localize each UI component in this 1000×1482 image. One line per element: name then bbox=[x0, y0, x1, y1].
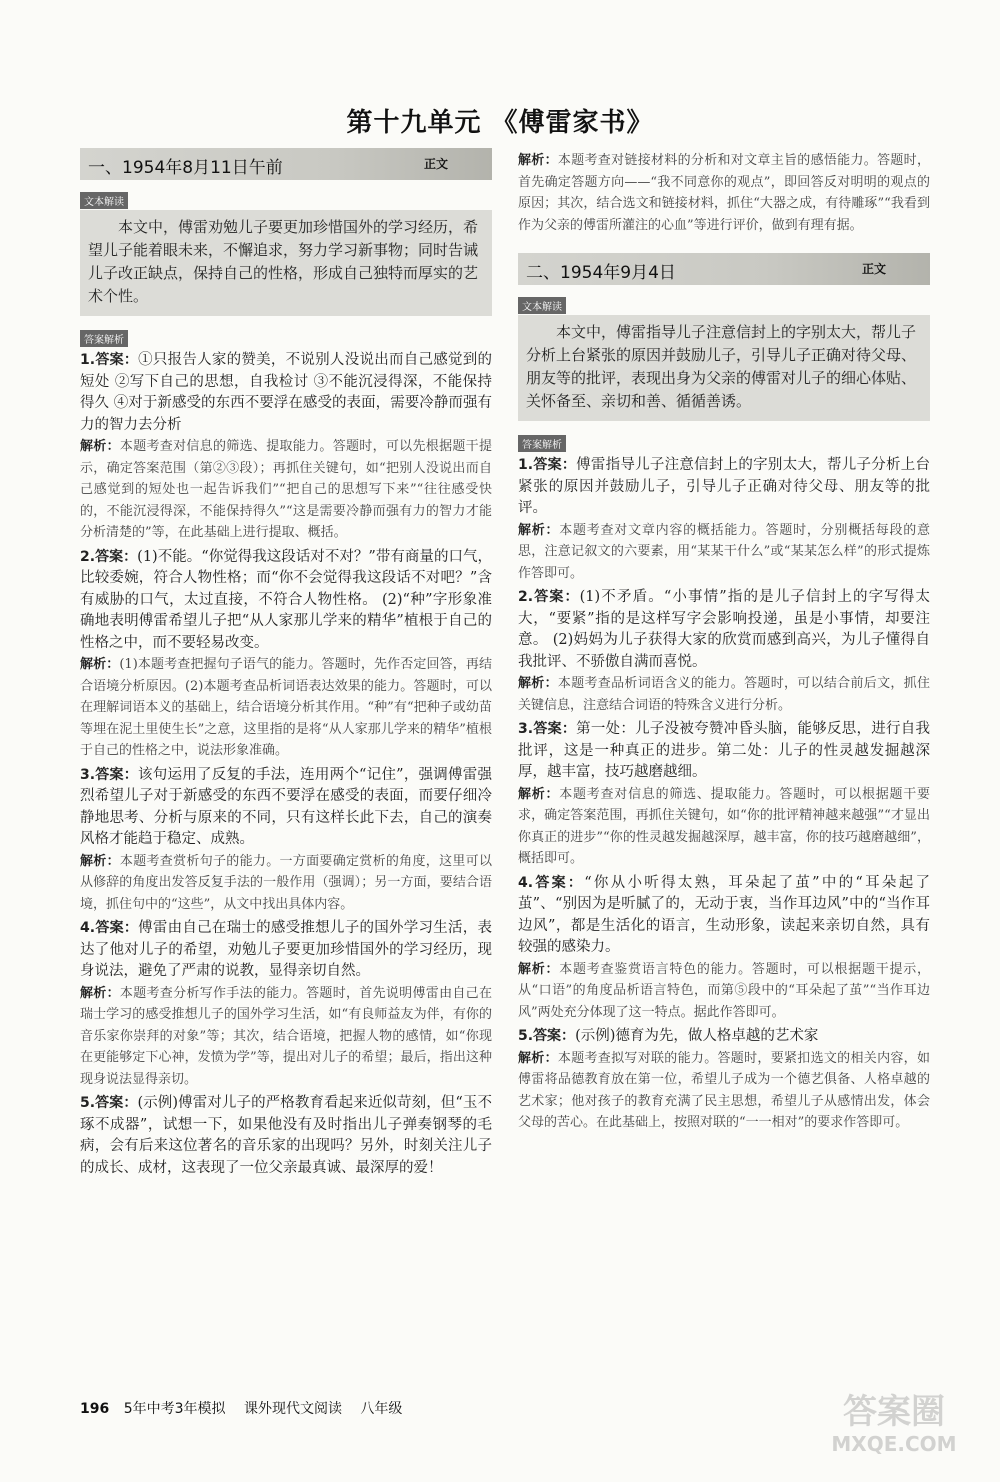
explanation-text: 本题考查对信息的筛选、提取能力。答题时，可以先根据题干提示，确定答案范围（第②③段）；再抓住关键句，如“把别人没说出而自己感觉到的短处也一起告诉我们”“把自己的思想写下来”“往往感受快的，不能沉浸得深，不能保持得久”“这是需要冷静而强有力的智力才能分析清楚的”等，在此基础上进行提取、概括。 bbox=[80, 439, 492, 540]
answer-text: (示例)德育为先，做人格卓越的艺术家 bbox=[575, 1028, 819, 1044]
answer-tag: 答案： bbox=[95, 920, 139, 936]
answer-continuation bbox=[518, 150, 930, 236]
answer-item bbox=[518, 587, 930, 716]
explanation-text: 本题考查赏析句子的能力。一方面要确定赏析的角度，这里可以从修辞的角度出发答反复手法的一般作用（强调）；另一方面，要结合语境，抓住句中的“这些”，从文中找出具体内容。 bbox=[80, 853, 492, 912]
answer-tag: 答案： bbox=[95, 766, 139, 783]
page-number: 196 bbox=[80, 1401, 110, 1417]
section-header-2 bbox=[518, 253, 930, 285]
page-title: 第十九单元 《傅雷家书》 bbox=[346, 108, 654, 138]
answer-text: (1)不能。“你觉得我这段话对不对？”带有商量的口气，比较委婉，符合人物性格；而“你不会觉得我这段话不对吧？”含有威胁的口气，太过直接，不符合人物性格。 (2)“种”字形象准确地表明傅雷希望儿子把“从人家那儿学来的精华”植根于自己的性格之中，而不要轻易改变。 bbox=[80, 548, 493, 651]
answer-item bbox=[80, 918, 492, 1090]
answer-number: 2. bbox=[518, 589, 534, 605]
answer-tag: 答案： bbox=[95, 1095, 138, 1111]
explanation-tag: 解析： bbox=[80, 985, 120, 1001]
watermark-line1: 答案圈 bbox=[843, 1392, 945, 1432]
answer-tag: 答案： bbox=[533, 457, 577, 473]
explanation-tag: 解析： bbox=[518, 1050, 558, 1066]
answer-tag: 答案： bbox=[533, 589, 580, 605]
answer-item bbox=[80, 547, 492, 762]
summary-text: 本文中，傅雷劝勉儿子要更加珍惜国外的学习经历，希望儿子能着眼未来，不懈追求，努力学习新事物；同时告诫儿子改正缺点，保持自己的性格，形成自己独特而厚实的艺术个性。 bbox=[80, 210, 492, 316]
explanation-text: 本题考查鉴赏语言特色的能力。答题时，可以根据题干提示，从“口语”的角度品析语言特色，而第⑤段中的“耳朵起了茧”“当作耳边风”两处充分体现了这一特点。据此作答即可。 bbox=[518, 961, 930, 1020]
answer-item bbox=[518, 1026, 930, 1134]
answer-number: 1. bbox=[80, 352, 96, 368]
answer-number: 5. bbox=[518, 1028, 534, 1044]
answer-number: 2. bbox=[80, 548, 96, 565]
explanation-tag: 解析： bbox=[80, 657, 120, 672]
answer-item bbox=[518, 719, 930, 870]
answer-text: 傅雷由自己在瑞士的感受推想儿子的国外学习生活，表达了他对儿子的希望，劝勉儿子要更加珍惜国外的学习经历，现身说法，避免了严肃的说教，显得亲切自然。 bbox=[80, 920, 493, 979]
explanation-tag: 解析： bbox=[518, 961, 560, 977]
explanation-text: 本题考查品析词语含义的能力。答题时，可以结合前后文，抓住关键信息，注意结合词语的特殊含义进行分析。 bbox=[518, 676, 930, 713]
answer-number: 3. bbox=[518, 721, 534, 737]
explanation-tag: 解析： bbox=[518, 676, 558, 691]
answer-item bbox=[80, 1093, 492, 1179]
section-title: 二、1954年9月4日 bbox=[526, 263, 676, 283]
section-title: 一、1954年8月11日午前 bbox=[88, 158, 283, 178]
answer-text: 第一处：儿子没被夸赞冲昏头脑，能够反思，进行自我批评，这是一种真正的进步。第二处：儿子的性灵越发掘越深厚，越丰富，技巧越磨越细。 bbox=[518, 721, 931, 780]
watermark-logo bbox=[814, 1385, 974, 1457]
answer-tag: 答案： bbox=[95, 548, 138, 565]
section-header-1 bbox=[80, 148, 492, 180]
answer-text: (示例)傅雷对儿子的严格教育看起来近似苛刻，但“玉不琢不成器”，试想一下，如果他没有及时指出儿子弹奏钢琴的毛病，会有后来这位著名的音乐家的出现吗？另外，时刻关注儿子的成长、成材，这表现了一位父亲最真诚、最深厚的爱！ bbox=[80, 1095, 492, 1176]
explanation-text: 本题考查对链接材料的分析和对文章主旨的感悟能力。答题时，首先确定答题方向——“我不同意你的观点”，即回答反对明明的观点的原因；其次，结合选文和链接材料，抓住“大器之成，有待雕琢”“我看到作为父亲的傅雷所灌注的心血”等进行评价，做到有理有据。 bbox=[518, 153, 930, 233]
explanation-tag: 解析： bbox=[518, 153, 558, 168]
answer-text: (1)不矛盾。“小事情”指的是儿子信封上的字写得太大，“要紧”指的是这样写字会影响投递，虽是小事情，却要注意。 (2)妈妈为儿子获得大家的欣赏而感到高兴，为儿子懂得自我批评、不骄傲自满而喜悦。 bbox=[518, 589, 931, 670]
answer-text: ①只报告人家的赞美，不说别人没说出而自己感觉到的短处 ②写下自己的思想，自我检讨 ③不能沉浸得深，不能保持得久 ④对于新感受的东西不要浮在感受的表面，需要冷静而强有力的智力去分析 bbox=[80, 352, 493, 433]
answers-label: 答案解析 bbox=[80, 330, 128, 347]
summary-text: 本文中，傅雷指导儿子注意信封上的字别太大，帮儿子分析上台紧张的原因并鼓励儿子，引导儿子正确对待父母、朋友等的批评，表现出身为父亲的傅雷对儿子的细心体贴、关怀备至、亲切和善、循循善诱。 bbox=[518, 315, 930, 421]
explanation-tag: 解析： bbox=[518, 522, 560, 538]
answer-tag: 答案： bbox=[95, 352, 139, 368]
answer-text: 傅雷指导儿子注意信封上的字别太大，帮儿子分析上台紧张的原因并鼓励儿子，引导儿子正确对待父母、朋友等的批评。 bbox=[518, 457, 931, 516]
answer-text: “你从小听得太熟，耳朵起了茧”中的“耳朵起了茧”、“别因为是听腻了的，无动于衷，当作耳边风”中的“当作耳边风”，都是生活化的语言，生动形象，读起来亲切自然，具有较强的感染力。 bbox=[518, 874, 930, 955]
section-tag: 正文 bbox=[861, 262, 886, 276]
answer-number: 5. bbox=[80, 1095, 96, 1111]
answer-item bbox=[80, 350, 492, 544]
explanation-text: 本题考查对信息的筛选、提取能力。答题时，可以根据题干要求，确定答案范围，再抓住关键句，如“你的批评精神越来越强”“才显出你真正的进步”“你的性灵越发掘越深厚，越丰富，你的技巧越磨越细”，概括即可。 bbox=[518, 786, 930, 866]
answer-number: 3. bbox=[80, 766, 96, 783]
answer-tag: 答案： bbox=[533, 874, 585, 891]
answer-text: 该句运用了反复的手法，连用两个“记住”，强调傅雷强烈希望儿子对于新感受的东西不要浮在感受的表面，而要仔细冷静地思考、分析与原来的不同，只有这样长此下去，自己的演奏风格才能趋于稳定、成熟。 bbox=[80, 766, 493, 847]
explanation-text: 本题考查对文章内容的概括能力。答题时，分别概括每段的意思，注意记叙文的六要素，用“某某干什么”或“某某怎么样”的形式提炼作答即可。 bbox=[518, 522, 930, 581]
answer-number: 4. bbox=[80, 920, 96, 936]
series-name: 课外现代文阅读 bbox=[243, 1401, 342, 1417]
answer-tag: 答案： bbox=[533, 721, 577, 737]
grade-label: 八年级 bbox=[360, 1401, 403, 1417]
answer-number: 4. bbox=[518, 874, 534, 891]
left-column bbox=[80, 148, 492, 1182]
explanation-text: (1)本题考查把握句子语气的能力。答题时，先作否定回答，再结合语境分析原因。(2)本题考查品析词语表达效果的能力。答题时，可以在理解词语本义的基础上，结合语境分析其作用。“种”有“把种子或幼苗等埋在泥土里使生长”之意，这里指的是将“从人家那儿学来的精华”植根于自己的性格之中，说法形象准确。 bbox=[80, 657, 492, 758]
right-column bbox=[518, 148, 930, 1137]
summary-label: 文本解读 bbox=[80, 192, 128, 209]
answer-tag: 答案： bbox=[533, 1028, 576, 1044]
answer-item bbox=[518, 455, 930, 584]
watermark-line2: MXQE.COM bbox=[831, 1432, 957, 1456]
explanation-tag: 解析： bbox=[80, 853, 120, 869]
answer-item bbox=[518, 873, 930, 1024]
explanation-tag: 解析： bbox=[518, 786, 560, 802]
explanation-text: 本题考查拟写对联的能力。答题时，要紧扣选文的相关内容，如傅雷将品德教育放在第一位，希望儿子成为一个德艺俱备、人格卓越的艺术家；他对孩子的教育充满了民主思想，希望儿子从感情出发，体会父母的苦心。在此基础上，按照对联的“一一相对”的要求作答即可。 bbox=[518, 1050, 930, 1130]
answers-label: 答案解析 bbox=[518, 435, 566, 452]
explanation-text: 本题考查分析写作手法的能力。答题时，首先说明傅雷由自己在瑞士学习的感受推想儿子的国外学习生活，如“有良师益友为伴，有你的音乐家你崇拜的对象”等；其次，结合语境，把握人物的感情，如“你现在更能够定下心神，发愤为学”等，提出对儿子的希望；最后，指出这种现身说法显得亲切。 bbox=[80, 985, 492, 1087]
book-title: 5年中考3年模拟 bbox=[123, 1401, 226, 1417]
summary-label: 文本解读 bbox=[518, 297, 566, 314]
section-tag: 正文 bbox=[423, 157, 448, 171]
answer-number: 1. bbox=[518, 457, 534, 473]
page-footer bbox=[80, 1398, 402, 1418]
explanation-tag: 解析： bbox=[80, 439, 120, 454]
answer-item bbox=[80, 765, 492, 916]
